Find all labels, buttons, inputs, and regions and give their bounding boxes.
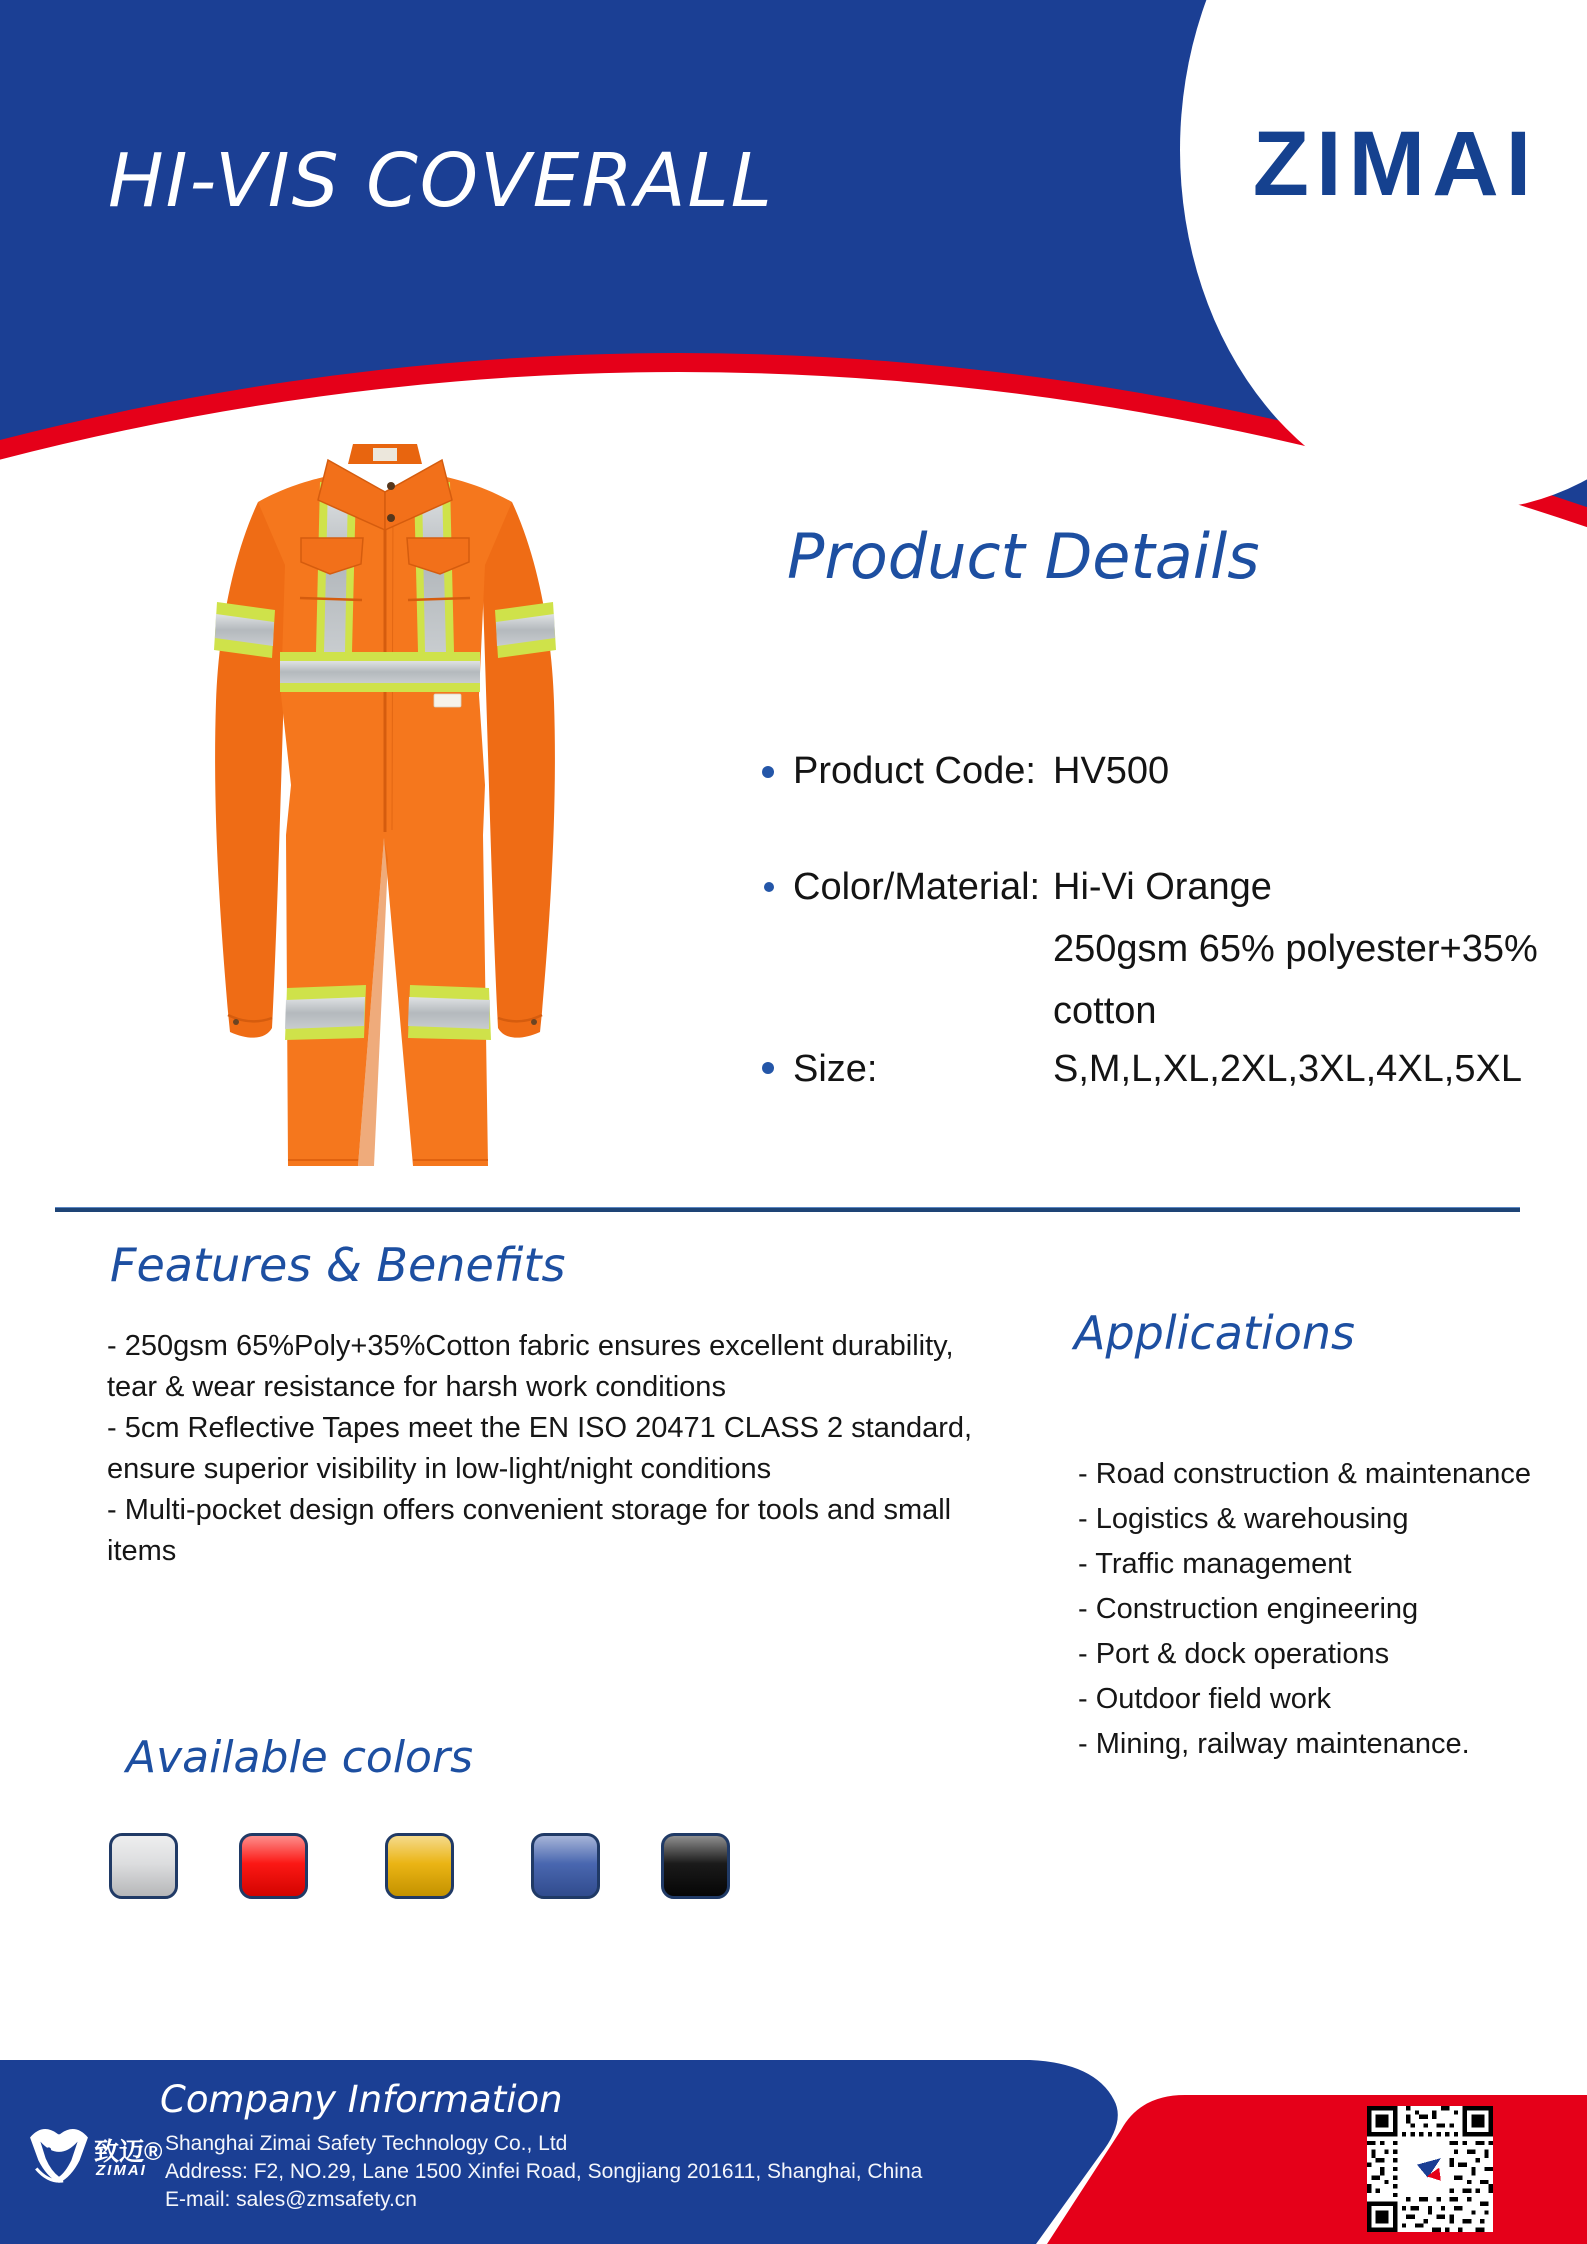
reflective-tapes-legs: [285, 985, 491, 1040]
footer-email: E-mail: sales@zmsafety.cn: [165, 2188, 417, 2211]
bullet-icon: [762, 766, 774, 778]
bullet-icon: [762, 1062, 774, 1074]
features-line: - 5cm Reflective Tapes meet the EN ISO 20471 CLASS 2 standard,: [107, 1412, 973, 1444]
color-swatch-black: [661, 1833, 730, 1899]
color-swatch-yellow: [385, 1833, 454, 1899]
detail-value-product-code: HV500: [1053, 750, 1170, 792]
detail-value-size: S,M,L,XL,2XL,3XL,4XL,5XL: [1053, 1048, 1522, 1090]
features-line: - Multi-pocket design offers convenient storage for tools and small: [107, 1494, 952, 1526]
application-item: - Logistics & warehousing: [1078, 1503, 1409, 1535]
color-swatch-white: [109, 1833, 178, 1899]
footer-heading: Company Information: [160, 2078, 563, 2121]
features-heading: Features & Benefits: [110, 1238, 566, 1292]
detail-label-color-material: Color/Material:: [793, 866, 1041, 908]
application-item: - Traffic management: [1078, 1548, 1352, 1580]
section-divider: [55, 1207, 1520, 1212]
application-item: - Construction engineering: [1078, 1593, 1419, 1625]
detail-label-product-code: Product Code:: [793, 750, 1036, 792]
application-item: - Mining, railway maintenance.: [1078, 1728, 1470, 1760]
detail-value-fabric: 250gsm 65% polyester+35%: [1053, 928, 1538, 970]
detail-value-cotton: cotton: [1053, 990, 1157, 1032]
reflective-tape-waist: [280, 652, 480, 692]
application-item: - Outdoor field work: [1078, 1683, 1332, 1715]
features-line: ensure superior visibility in low-light/night conditions: [107, 1453, 772, 1485]
zimai-mark-icon: [28, 2122, 90, 2186]
footer-logo-text: ZIMAI: [96, 2162, 147, 2179]
color-swatch-red: [239, 1833, 308, 1899]
coverall-body: [258, 476, 512, 1166]
detail-label-size: Size:: [793, 1048, 878, 1090]
footer-address: Address: F2, NO.29, Lane 1500 Xinfei Road, Songjiang 201611, Shanghai, China: [165, 2160, 923, 2183]
product-image: [170, 440, 600, 1185]
features-line: items: [107, 1535, 177, 1567]
features-line: - 250gsm 65%Poly+35%Cotton fabric ensures excellent durability,: [107, 1330, 954, 1362]
available-colors-heading: Available colors: [126, 1732, 473, 1783]
footer-logo-cn: 致迈®: [94, 2138, 163, 2166]
footer-red-block: [1047, 2095, 1587, 2244]
applications-heading: Applications: [1074, 1306, 1355, 1360]
detail-value-color: Hi-Vi Orange: [1053, 866, 1272, 908]
page-title: HI-VIS COVERALL: [108, 138, 774, 224]
features-line: tear & wear resistance for harsh work conditions: [107, 1371, 726, 1403]
footer-company: Shanghai Zimai Safety Technology Co., Ltd: [165, 2132, 568, 2155]
application-item: - Road construction & maintenance: [1078, 1458, 1531, 1490]
bullet-icon: [764, 882, 774, 892]
qr-code: [1367, 2106, 1493, 2232]
color-swatch-blue: [531, 1833, 600, 1899]
brand-logotype: ZIMAI: [1252, 113, 1539, 215]
application-item: - Port & dock operations: [1078, 1638, 1390, 1670]
product-details-heading: Product Details: [787, 520, 1260, 593]
